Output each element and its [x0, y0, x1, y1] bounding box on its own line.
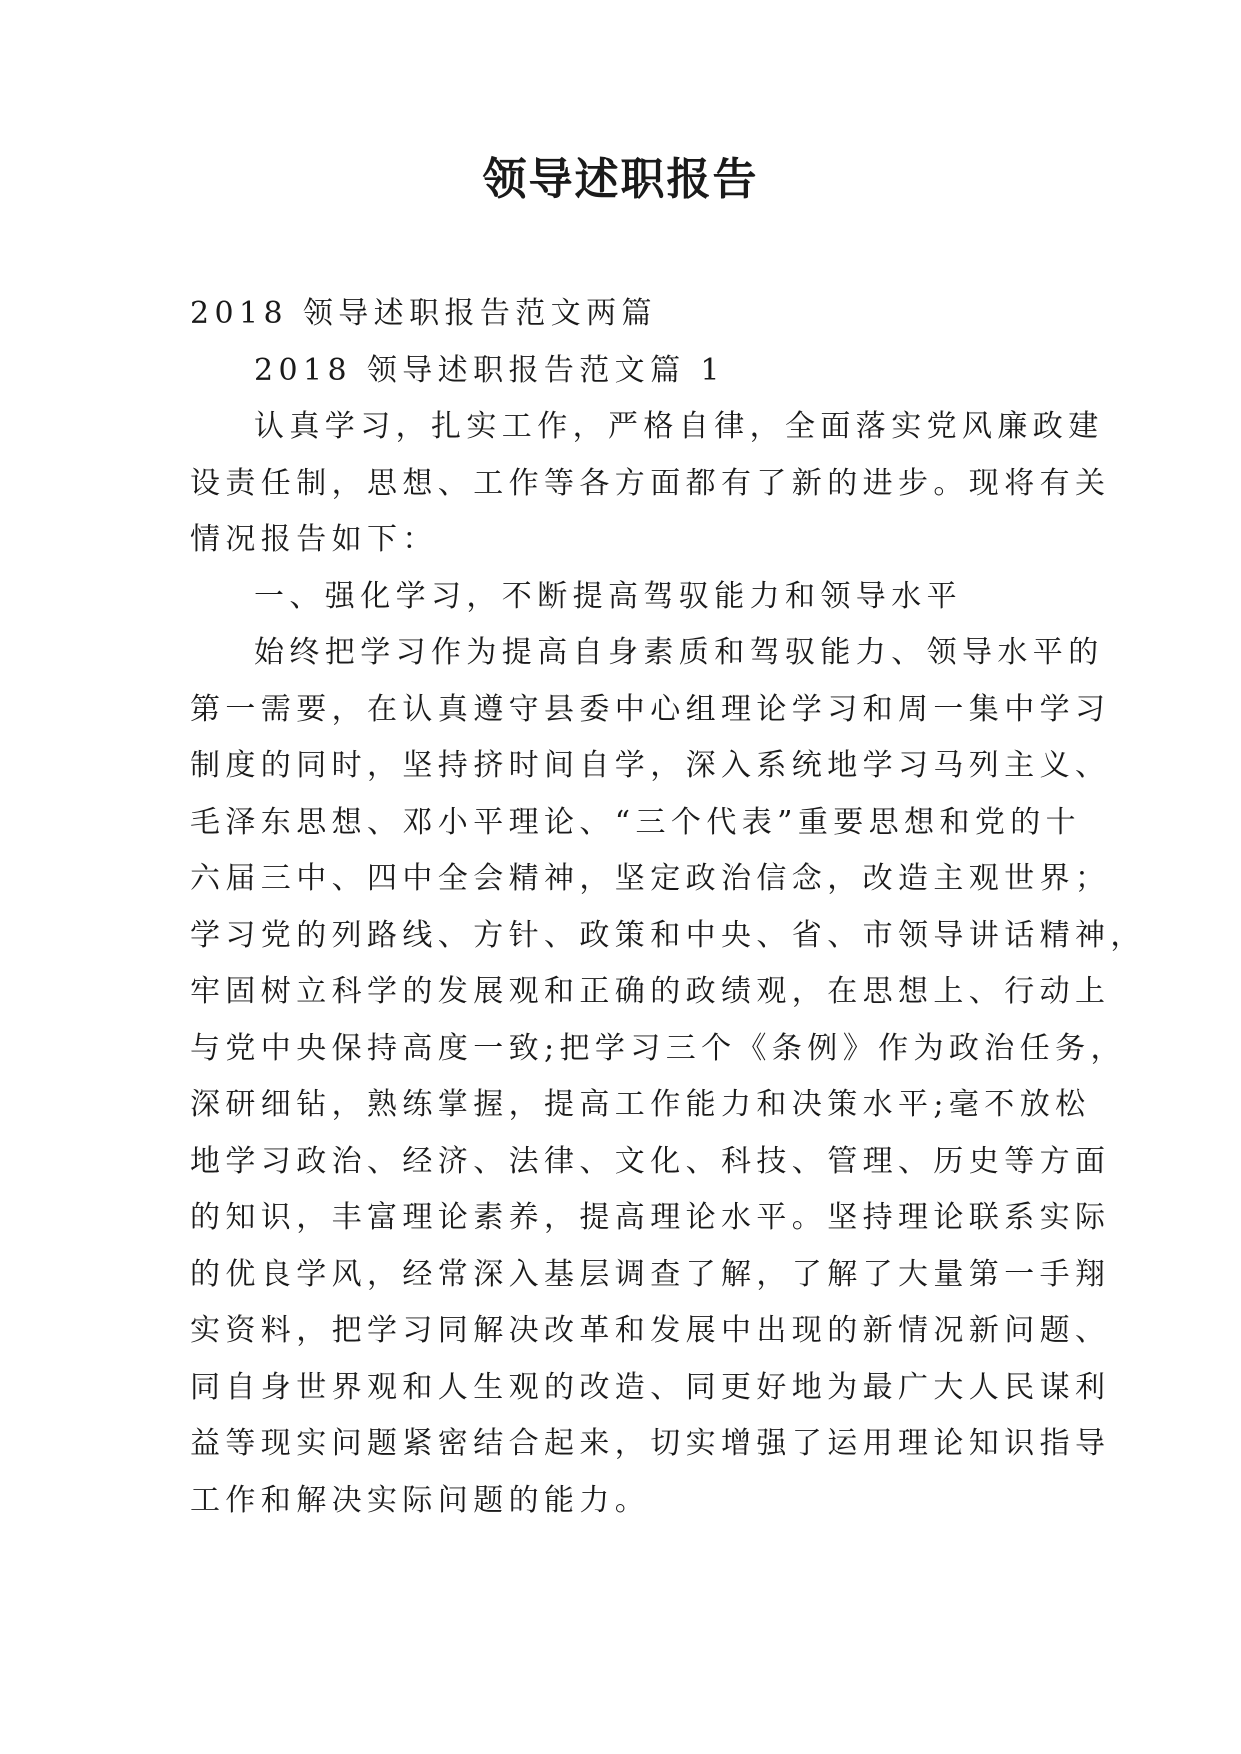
text-line: 六届三中、四中全会精神，坚定政治信念，改造主观世界；: [190, 861, 1111, 896]
text-line: 的优良学风，经常深入基层调查了解，了解了大量第一手翔: [190, 1256, 1111, 1292]
text-line: 第一需要，在认真遵守县委中心组理论学习和周一集中学习: [190, 691, 1111, 727]
text-line: 实资料，把学习同解决改革和发展中出现的新情况新问题、: [190, 1313, 1111, 1348]
text-line: 工作和解决实际问题的能力。: [190, 1482, 651, 1518]
text-line: 同自身世界观和人生观的改造、同更好地为最广大人民谋利: [190, 1369, 1111, 1405]
text-line: 毛泽东思想、邓小平理论、“三个代表”重要思想和党的十: [190, 804, 1082, 840]
text-line: 始终把学习作为提高自身素质和驾驭能力、领导水平的: [254, 635, 1104, 670]
text-line: 情况报告如下：: [190, 522, 438, 557]
text-line: 学习党的列路线、方针、政策和中央、省、市领导讲话精神，: [190, 917, 1146, 953]
text-line: 一、强化学习，不断提高驾驭能力和领导水平: [254, 578, 962, 614]
text-line: 的知识，丰富理论素养，提高理论水平。坚持理论联系实际: [190, 1200, 1111, 1235]
text-line: 深研细钻，熟练掌握，提高工作能力和决策水平;毫不放松: [190, 1087, 1091, 1122]
text-line: 与党中央保持高度一致;把学习三个《条例》作为政治任务，: [190, 1030, 1126, 1066]
text-line: 2018 领导述职报告范文两篇: [190, 296, 657, 331]
text-line: 2018 领导述职报告范文篇 1: [254, 352, 725, 388]
text-line: 益等现实问题紧密结合起来，切实增强了运用理论知识指导: [190, 1426, 1111, 1461]
text-line: 牢固树立科学的发展观和正确的政绩观，在思想上、行动上: [190, 974, 1111, 1009]
document-body: [190, 286, 1146, 1529]
text-line: 地学习政治、经济、法律、文化、科技、管理、历史等方面: [190, 1143, 1111, 1179]
text-line: 设责任制，思想、工作等各方面都有了新的进步。现将有关: [190, 465, 1111, 501]
text-line: 制度的同时，坚持挤时间自学，深入系统地学习马列主义、: [190, 748, 1111, 783]
page-title: 领导述职报告: [482, 154, 759, 205]
text-line: 认真学习，扎实工作，严格自律，全面落实党风廉政建: [254, 409, 1104, 444]
